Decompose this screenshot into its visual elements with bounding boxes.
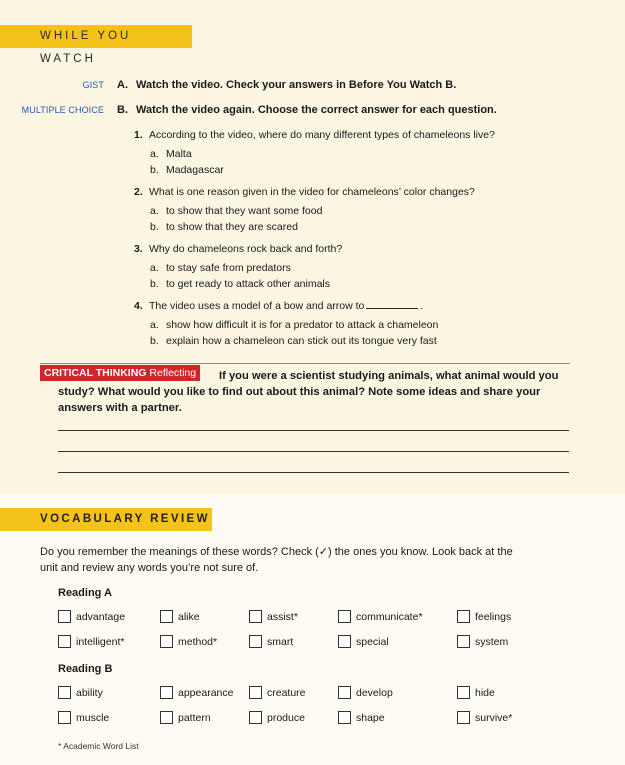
multiple-choice-instruction	[117, 104, 497, 116]
option-letter: a.	[150, 319, 159, 331]
word-checkbox[interactable]	[457, 635, 508, 648]
word-checkbox[interactable]	[160, 711, 211, 724]
checkbox[interactable]	[457, 610, 470, 623]
word-label: creature	[267, 686, 306, 699]
option-text: to stay safe from predators	[166, 262, 291, 274]
gist-tag: GIST	[82, 80, 104, 90]
word-checkbox[interactable]	[338, 711, 385, 724]
critical-thinking-prompt-line-1: If you were a scientist studying animals, what animal would you	[219, 370, 559, 382]
checkbox[interactable]	[338, 711, 351, 724]
word-checkbox[interactable]	[457, 610, 511, 623]
option-letter: a.	[150, 148, 159, 160]
checkbox[interactable]	[160, 711, 173, 724]
reading-b-heading: Reading B	[58, 663, 113, 675]
question-1-option-a[interactable]	[150, 148, 192, 160]
word-label: feelings	[475, 610, 512, 623]
question-4	[134, 300, 423, 312]
vocab-intro-line-1: Do you remember the meanings of these words? Check (✓) the ones you know. Look back at the	[40, 546, 513, 558]
question-2	[134, 186, 475, 198]
checkbox[interactable]	[160, 635, 173, 648]
word-label: communicate*	[356, 610, 423, 623]
option-letter: b.	[150, 335, 159, 347]
word-checkbox[interactable]	[249, 711, 305, 724]
critical-thinking-subtitle: Reflecting	[149, 367, 197, 379]
word-label: system	[475, 635, 509, 648]
word-checkbox[interactable]	[160, 635, 217, 648]
vocabulary-review-banner: VOCABULARY REVIEW	[0, 508, 212, 531]
checkbox[interactable]	[58, 635, 71, 648]
word-label: advantage	[76, 610, 126, 623]
word-checkbox[interactable]	[249, 635, 293, 648]
option-letter: b.	[150, 221, 159, 233]
checkbox[interactable]	[457, 686, 470, 699]
answer-blank[interactable]	[366, 300, 418, 309]
word-label: produce	[267, 711, 305, 724]
word-checkbox[interactable]	[338, 610, 423, 623]
answer-line-1[interactable]	[58, 430, 569, 431]
word-checkbox[interactable]	[58, 711, 109, 724]
word-label: special	[356, 635, 389, 648]
word-checkbox[interactable]	[58, 610, 125, 623]
question-number: 2.	[134, 186, 143, 198]
checkbox[interactable]	[58, 711, 71, 724]
question-text: What is one reason given in the video for chameleons’ color changes?	[149, 186, 475, 198]
critical-thinking-label	[40, 365, 200, 381]
option-letter: b.	[150, 278, 159, 290]
word-checkbox[interactable]	[58, 686, 103, 699]
checkbox[interactable]	[160, 686, 173, 699]
checkbox[interactable]	[160, 610, 173, 623]
checkbox[interactable]	[249, 686, 262, 699]
word-label: alike	[178, 610, 200, 623]
vocab-intro-line-2: unit and review any words you’re not sure of.	[40, 562, 259, 574]
question-2-option-b[interactable]	[150, 221, 298, 233]
vocabulary-review-panel	[0, 493, 625, 765]
question-text: The video uses a model of a bow and arrow to	[149, 300, 365, 312]
word-checkbox[interactable]	[338, 635, 389, 648]
question-number: 4.	[134, 300, 143, 312]
answer-line-3[interactable]	[58, 472, 569, 473]
critical-thinking-title: CRITICAL THINKING	[44, 367, 147, 379]
word-label: smart	[267, 635, 294, 648]
academic-word-list-footnote: * Academic Word List	[58, 741, 139, 751]
checkbox[interactable]	[58, 610, 71, 623]
word-label: shape	[356, 711, 385, 724]
critical-thinking-divider	[40, 363, 570, 364]
gist-text: Watch the video. Check your answers in Before You Watch B.	[136, 79, 457, 91]
word-checkbox[interactable]	[457, 686, 495, 699]
option-letter: a.	[150, 205, 159, 217]
question-1-option-b[interactable]	[150, 164, 224, 176]
word-label: develop	[356, 686, 393, 699]
word-label: ability	[76, 686, 103, 699]
option-text: Madagascar	[166, 164, 224, 176]
option-letter: a.	[150, 262, 159, 274]
word-label: muscle	[76, 711, 110, 724]
question-text: Why do chameleons rock back and forth?	[149, 243, 343, 255]
mc-text: Watch the video again. Choose the correct answer for each question.	[136, 104, 497, 116]
checkbox[interactable]	[338, 686, 351, 699]
word-label: method*	[178, 635, 218, 648]
option-letter: b.	[150, 164, 159, 176]
question-number: 3.	[134, 243, 143, 255]
checkbox[interactable]	[457, 635, 470, 648]
question-3-option-a[interactable]	[150, 262, 291, 274]
mc-letter: B.	[117, 104, 128, 116]
option-text: to show that they are scared	[166, 221, 298, 233]
question-text: According to the video, where do many different types of chameleons live?	[149, 129, 495, 141]
critical-thinking-prompt-line-2: study? What would you like to find out about this animal? Note some ideas and share your	[58, 386, 541, 398]
option-text: Malta	[166, 148, 192, 160]
checkbox[interactable]	[338, 635, 351, 648]
word-checkbox[interactable]	[160, 686, 233, 699]
word-label: hide	[475, 686, 495, 699]
gist-instruction	[117, 79, 456, 91]
option-text: show how difficult it is for a predator to attack a chameleon	[166, 319, 439, 331]
question-2-option-a[interactable]	[150, 205, 322, 217]
gist-letter: A.	[117, 79, 128, 91]
option-text: to show that they want some food	[166, 205, 323, 217]
question-4-option-a[interactable]	[150, 319, 438, 331]
checkbox[interactable]	[249, 610, 262, 623]
checkbox[interactable]	[249, 711, 262, 724]
while-you-watch-banner: WHILE YOU WATCH	[0, 25, 192, 48]
word-label: pattern	[178, 711, 211, 724]
word-checkbox[interactable]	[249, 686, 306, 699]
word-checkbox[interactable]	[160, 610, 200, 623]
answer-line-2[interactable]	[58, 451, 569, 452]
checkbox[interactable]	[338, 610, 351, 623]
multiple-choice-tag: MULTIPLE CHOICE	[21, 105, 104, 115]
question-3-option-b[interactable]	[150, 278, 330, 290]
question-4-option-b[interactable]	[150, 335, 437, 347]
word-checkbox[interactable]	[58, 635, 124, 648]
question-3	[134, 243, 342, 255]
word-label: assist*	[267, 610, 298, 623]
checkbox[interactable]	[58, 686, 71, 699]
checkbox[interactable]	[249, 635, 262, 648]
word-checkbox[interactable]	[249, 610, 298, 623]
word-checkbox[interactable]	[338, 686, 393, 699]
option-text: explain how a chameleon can stick out its tongue very fast	[166, 335, 437, 347]
option-text: to get ready to attack other animals	[166, 278, 331, 290]
word-checkbox[interactable]	[457, 711, 512, 724]
word-label: survive*	[475, 711, 513, 724]
word-label: appearance	[178, 686, 234, 699]
checkbox[interactable]	[457, 711, 470, 724]
critical-thinking-prompt-line-3: answers with a partner.	[58, 402, 182, 414]
reading-a-heading: Reading A	[58, 587, 112, 599]
question-number: 1.	[134, 129, 143, 141]
question-1	[134, 129, 495, 141]
word-label: intelligent*	[76, 635, 125, 648]
question-text-end: .	[420, 300, 424, 312]
